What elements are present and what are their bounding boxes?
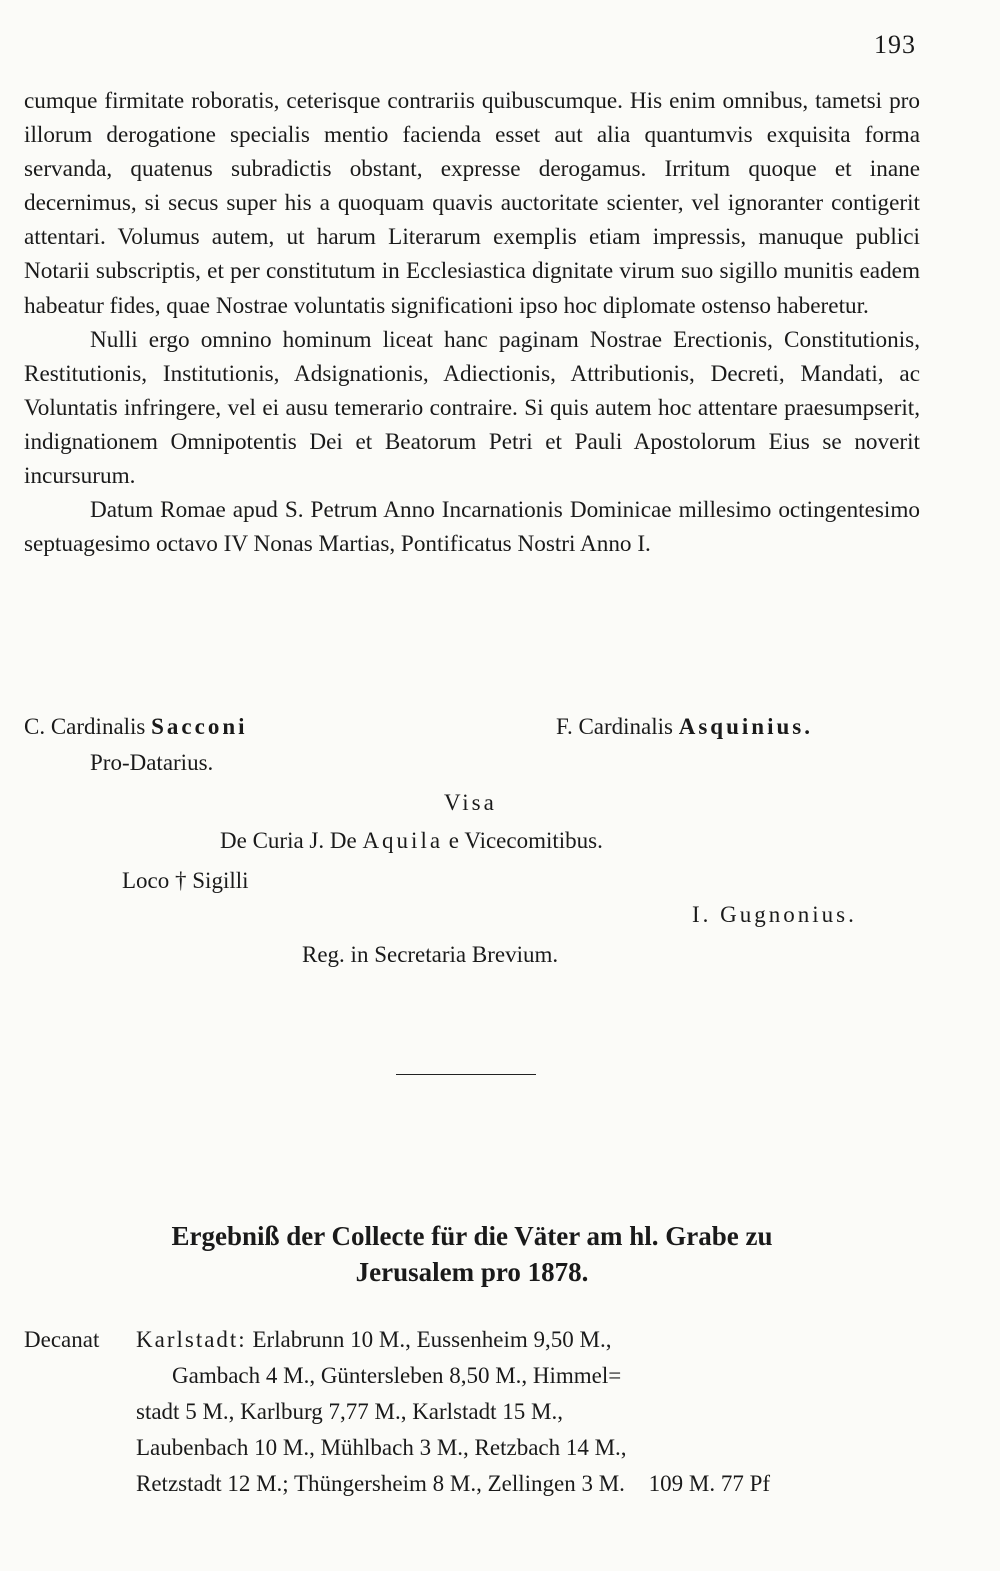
deanery-line: Laubenbach 10 M., Mühlbach 3 M., Retzbach 14 M., xyxy=(136,1435,627,1460)
collection-title-line1: Ergebniß der Collecte für die Väter am hl. Grabe zu xyxy=(171,1221,773,1251)
signature-right: F. Cardinalis Asquinius. xyxy=(556,714,813,739)
secretary-signature: I. Gugnonius. xyxy=(692,902,857,927)
section-divider xyxy=(396,1074,536,1075)
deanery-label: Decanat xyxy=(24,1327,100,1352)
visa-label: Visa xyxy=(444,790,497,815)
collection-heading xyxy=(24,1218,920,1290)
collection-title-line2: Jerusalem pro 1878. xyxy=(355,1257,589,1287)
paragraph: cumque firmitate roboratis, ceterisque contrariis quibuscumque. His enim omnibus, tametsi pro illorum derogatione specialis mentio facienda esset aut alia quantumvis exquisita forma servanda, quatenus subradictis obstant, expresse derogamus. Irritum quoque et inane decernimus, si secus super his a quoquam quavis auctoritate scienter, vel ignoranter contigerit attentari. Volumus autem, ut harum Literarum exemplis etiam impressis, manuque publici Notarii subscriptis, et per constitutum in Ecclesiastica dignitate virum suo sigillo munitis eadem habeatur fides, quae Nostrae voluntatis significationi ipso hoc diplomate ostenso haberetur. xyxy=(24,88,920,319)
deanery-place: Karlstadt: xyxy=(136,1327,247,1352)
deanery-line: Karlstadt: Erlabrunn 10 M., Eussenheim 9,50 M., xyxy=(136,1327,612,1352)
deanery-lines xyxy=(136,1322,926,1502)
signature-left: C. Cardinalis Sacconi xyxy=(24,714,248,739)
signature-left-title: Pro-Datarius. xyxy=(90,750,214,775)
deanery-total: 109 M. 77 Pf xyxy=(648,1471,771,1496)
signature-right-name: Asquinius. xyxy=(678,714,813,739)
deanery-line: Gambach 4 M., Güntersleben 8,50 M., Himmel= xyxy=(172,1363,622,1388)
page-number: 193 xyxy=(874,30,916,59)
deanery-line: Retzstadt 12 M.; Thüngersheim 8 M., Zellingen 3 M. 109 M. 77 Pf xyxy=(136,1471,771,1496)
signature-left-name: Sacconi xyxy=(151,714,248,739)
body-text xyxy=(24,84,920,561)
curia-name: Aquila xyxy=(362,828,444,853)
curia-line: De Curia J. De Aquila e Vicecomitibus. xyxy=(220,828,603,853)
register-note: Reg. in Secretaria Brevium. xyxy=(302,942,559,967)
paragraph: Datum Romae apud S. Petrum Anno Incarnationis Dominicae millesimo octingentesimo septuagesimo octavo IV Nonas Martias, Pontificatus Nostri Anno I. xyxy=(24,497,920,558)
deanery-line: stadt 5 M., Karlburg 7,77 M., Karlstadt 15 M., xyxy=(136,1399,563,1424)
seal-mark: Loco † Sigilli xyxy=(122,868,249,893)
paragraph: Nulli ergo omnino hominum liceat hanc paginam Nostrae Erectionis, Constitutionis, Restitutionis, Institutionis, Adsignationis, Adiectionis, Attributionis, Decreti, Mandati, ac Voluntatis infringere, vel ei ausu temerario contraire. Si quis autem hoc attentare praesumpserit, indignationem Omnipotentis Dei et Beatorum Petri et Pauli Apostolorum Eius se noverit incursurum. xyxy=(24,326,920,490)
